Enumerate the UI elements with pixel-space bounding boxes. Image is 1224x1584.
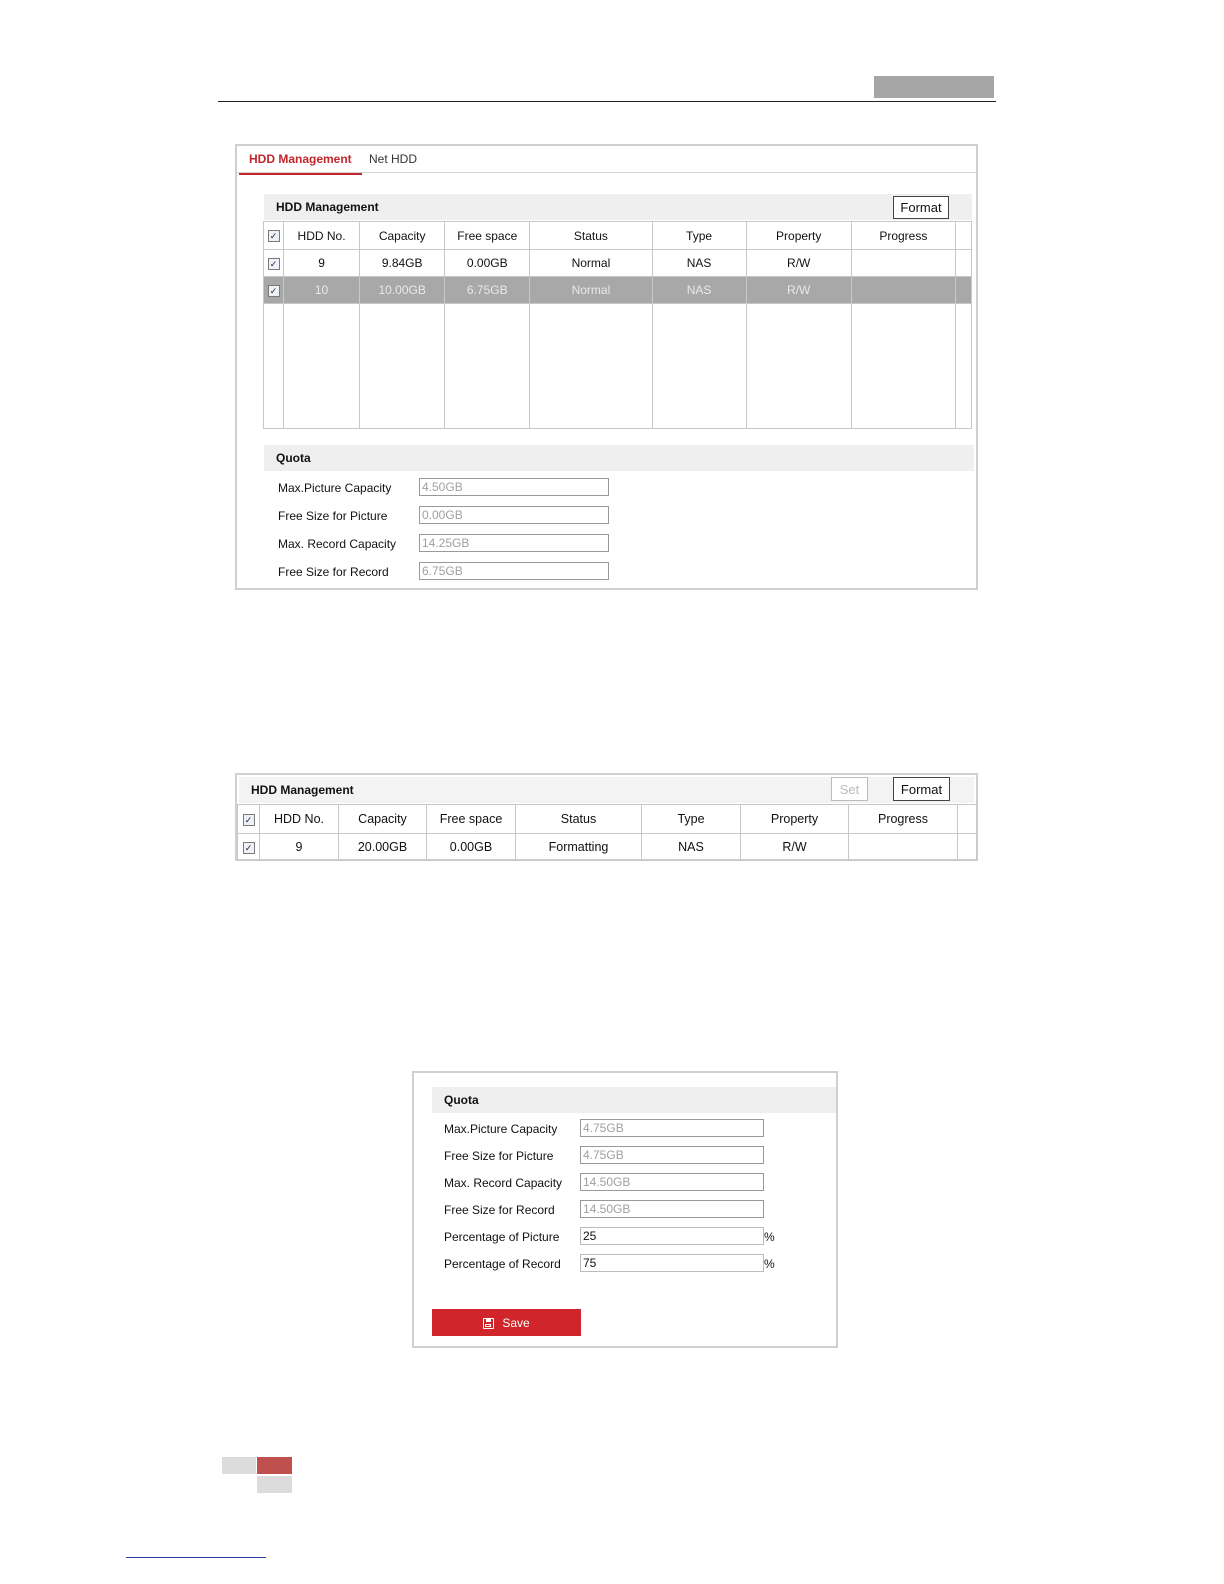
col-status: Status bbox=[530, 222, 652, 250]
max-record-capacity-field[interactable]: 14.50GB bbox=[580, 1173, 764, 1191]
table-row-selected[interactable] bbox=[264, 277, 972, 304]
footer-block-grey bbox=[222, 1457, 256, 1474]
max-record-capacity-label: Max. Record Capacity bbox=[278, 537, 397, 551]
col-hdd-no: HDD No. bbox=[284, 222, 360, 250]
quota-section-header bbox=[432, 1087, 836, 1113]
quota-panel bbox=[412, 1071, 838, 1348]
tab-bar bbox=[237, 146, 976, 173]
save-label: Save bbox=[502, 1315, 530, 1330]
tab-hdd-management[interactable]: HDD Management bbox=[239, 152, 362, 175]
tab-net-hdd[interactable]: Net HDD bbox=[369, 152, 418, 166]
free-size-record-label: Free Size for Record bbox=[278, 565, 389, 579]
header-rule bbox=[218, 101, 996, 102]
save-button[interactable] bbox=[432, 1309, 581, 1336]
quota-title: Quota bbox=[444, 1093, 479, 1107]
cell-hdd-no: 10 bbox=[284, 277, 360, 304]
percentage-picture-input[interactable]: 25 bbox=[580, 1227, 764, 1245]
set-button[interactable]: Set bbox=[831, 777, 868, 801]
hdd-table bbox=[237, 804, 977, 861]
max-picture-capacity-label: Max.Picture Capacity bbox=[444, 1122, 558, 1136]
format-button[interactable]: Format bbox=[893, 196, 949, 219]
free-size-record-label: Free Size for Record bbox=[444, 1203, 555, 1217]
max-picture-capacity-label: Max.Picture Capacity bbox=[278, 481, 392, 495]
cell-property: R/W bbox=[746, 250, 851, 277]
percentage-record-input[interactable]: 75 bbox=[580, 1254, 764, 1272]
max-picture-capacity-field[interactable]: 4.50GB bbox=[419, 478, 609, 496]
col-property: Property bbox=[746, 222, 851, 250]
cell-status: Normal bbox=[530, 277, 652, 304]
col-capacity: Capacity bbox=[339, 805, 427, 834]
cell-capacity: 9.84GB bbox=[360, 250, 445, 277]
cell-free-space: 6.75GB bbox=[445, 277, 530, 304]
cell-status: Formatting bbox=[516, 834, 642, 861]
cell-type: NAS bbox=[652, 250, 746, 277]
row-checkbox-icon[interactable]: ✓ bbox=[243, 842, 255, 854]
row-checkbox-icon[interactable]: ✓ bbox=[268, 285, 280, 297]
max-picture-capacity-field[interactable]: 4.75GB bbox=[580, 1119, 764, 1137]
col-progress: Progress bbox=[851, 222, 955, 250]
cell-type: NAS bbox=[642, 834, 741, 861]
cell-property: R/W bbox=[741, 834, 849, 861]
header-block bbox=[874, 76, 994, 98]
cell-progress bbox=[849, 834, 958, 861]
percentage-picture-label: Percentage of Picture bbox=[444, 1230, 560, 1244]
free-size-record-field[interactable]: 14.50GB bbox=[580, 1200, 764, 1218]
cell-progress bbox=[851, 250, 955, 277]
save-icon bbox=[483, 1318, 494, 1329]
cell-hdd-no: 9 bbox=[284, 250, 360, 277]
table-row[interactable] bbox=[264, 250, 972, 277]
cell-free-space: 0.00GB bbox=[445, 250, 530, 277]
scroll-gutter bbox=[955, 222, 971, 250]
free-size-picture-label: Free Size for Picture bbox=[278, 509, 388, 523]
hdd-formatting-panel bbox=[235, 773, 978, 861]
row-checkbox-icon[interactable]: ✓ bbox=[268, 258, 280, 270]
footer-block-red bbox=[257, 1457, 292, 1474]
hdd-management-panel bbox=[235, 144, 978, 590]
hdd-table bbox=[263, 221, 972, 429]
table-empty-space bbox=[264, 304, 972, 429]
col-free-space: Free space bbox=[427, 805, 516, 834]
free-size-picture-field[interactable]: 0.00GB bbox=[419, 506, 609, 524]
cell-capacity: 20.00GB bbox=[339, 834, 427, 861]
percentage-record-unit: % bbox=[764, 1257, 775, 1271]
free-size-picture-field[interactable]: 4.75GB bbox=[580, 1146, 764, 1164]
cell-status: Normal bbox=[530, 250, 652, 277]
cell-progress bbox=[851, 277, 955, 304]
section-title: HDD Management bbox=[276, 200, 379, 214]
col-type: Type bbox=[642, 805, 741, 834]
table-row[interactable] bbox=[238, 834, 977, 861]
max-record-capacity-field[interactable]: 14.25GB bbox=[419, 534, 609, 552]
max-record-capacity-label: Max. Record Capacity bbox=[444, 1176, 563, 1190]
cell-capacity: 10.00GB bbox=[360, 277, 445, 304]
select-all-checkbox-icon[interactable]: ✓ bbox=[268, 230, 280, 242]
select-all-checkbox-icon[interactable]: ✓ bbox=[243, 814, 255, 826]
col-status: Status bbox=[516, 805, 642, 834]
cell-property: R/W bbox=[746, 277, 851, 304]
free-size-picture-label: Free Size for Picture bbox=[444, 1149, 554, 1163]
quota-section-header bbox=[264, 445, 974, 471]
col-free-space: Free space bbox=[445, 222, 530, 250]
col-progress: Progress bbox=[849, 805, 958, 834]
quota-title: Quota bbox=[276, 451, 311, 465]
col-hdd-no: HDD No. bbox=[260, 805, 339, 834]
format-button[interactable]: Format bbox=[893, 777, 950, 801]
cell-type: NAS bbox=[652, 277, 746, 304]
percentage-record-label: Percentage of Record bbox=[444, 1257, 561, 1271]
col-type: Type bbox=[652, 222, 746, 250]
cell-hdd-no: 9 bbox=[260, 834, 339, 861]
section-title: HDD Management bbox=[251, 783, 354, 797]
cell-free-space: 0.00GB bbox=[427, 834, 516, 861]
free-size-record-field[interactable]: 6.75GB bbox=[419, 562, 609, 580]
percentage-picture-unit: % bbox=[764, 1230, 775, 1244]
hdd-section-header bbox=[264, 194, 972, 220]
col-property: Property bbox=[741, 805, 849, 834]
footer-link-underline bbox=[126, 1557, 266, 1558]
col-capacity: Capacity bbox=[360, 222, 445, 250]
footer-block-grey-lower bbox=[257, 1476, 292, 1493]
